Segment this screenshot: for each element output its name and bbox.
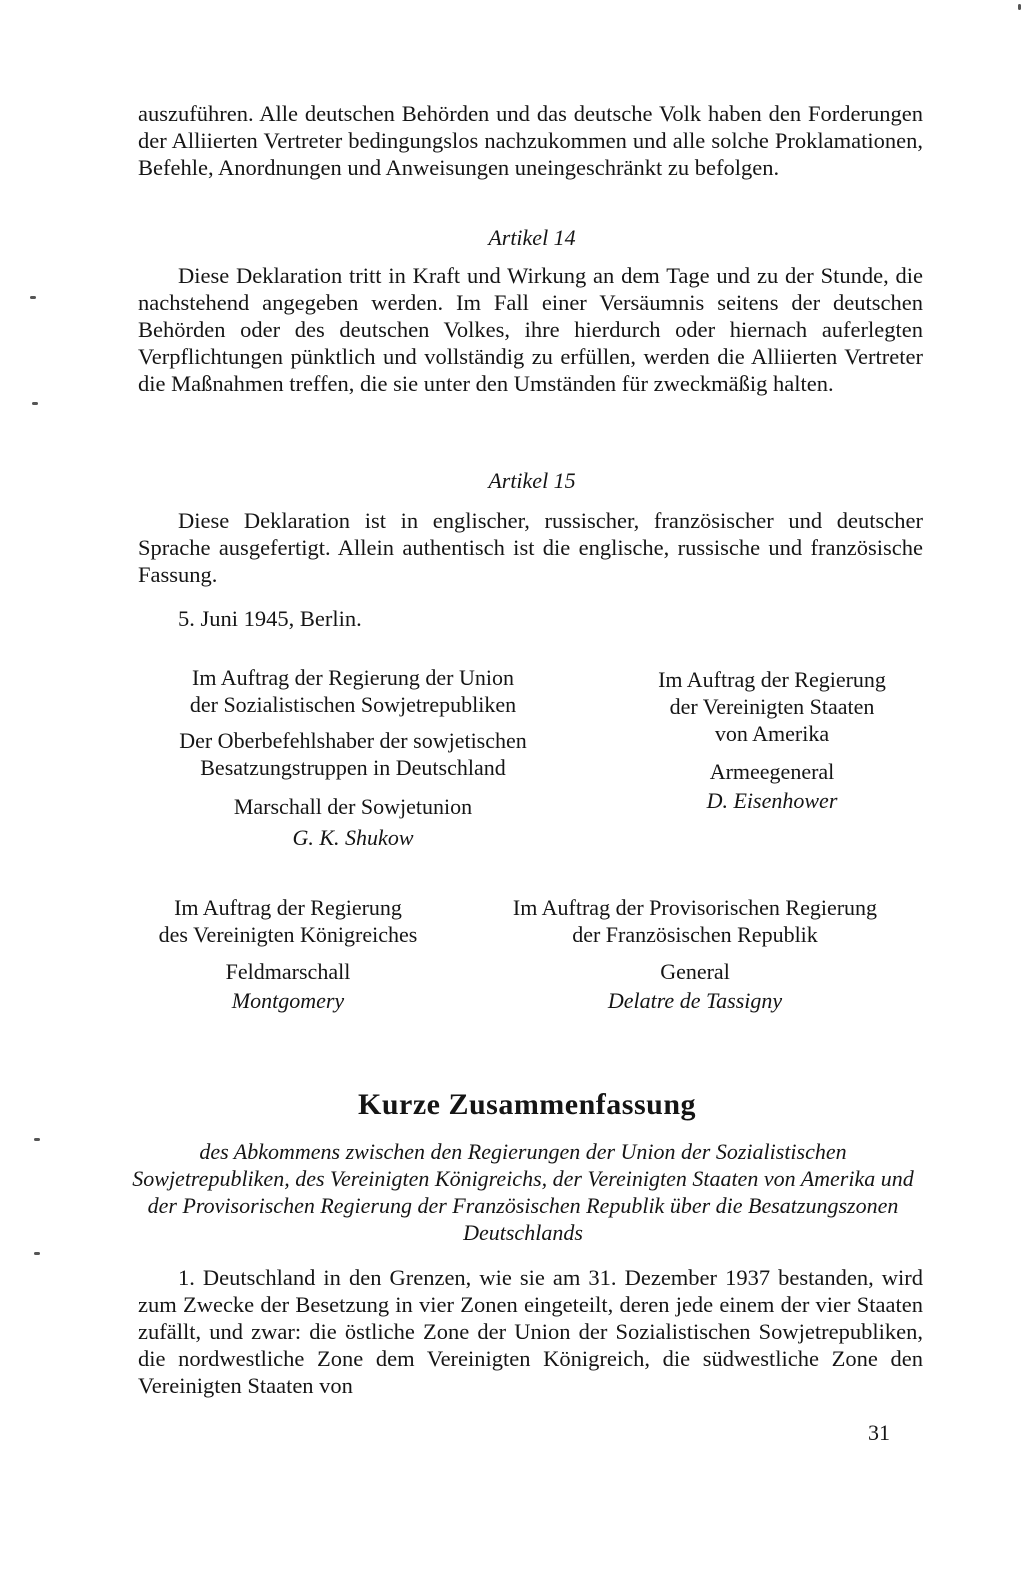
ussr-role-line-2: Besatzungstruppen in Deutschland bbox=[200, 755, 506, 780]
scan-speck bbox=[1018, 4, 1021, 10]
scan-speck bbox=[32, 402, 38, 405]
ussr-signatory: G. K. Shukow bbox=[292, 825, 414, 850]
scan-speck bbox=[34, 1252, 40, 1255]
date-place: 5. Juni 1945, Berlin. bbox=[178, 606, 362, 631]
continuation-paragraph: auszuführen. Alle deutschen Behörden und das deutsche Volk haben den Forderungen der Alliierten Vertreter bedingungslos nachzukommen und alle solche Proklamationen, Befehle, Anordnungen und Anweisungen uneingeschränkt zu befolgen. bbox=[138, 101, 923, 180]
usa-signatory: D. Eisenhower bbox=[706, 788, 838, 813]
signature-uk bbox=[108, 894, 468, 1014]
article-15-heading: Artikel 15 bbox=[488, 468, 576, 493]
article-14-text: Diese Deklaration tritt in Kraft und Wirkung an dem Tage und zu der Stunde, die nachstehend angegeben werden. Im Fall einer Versäumnis seitens der deutschen Behörden oder des deutschen Volkes, ihre hierdurch oder hiernach auferlegten Verpflichtungen pünktlich und vollständig zu erfüllen, werden die Alliierten Vertreter die Maßnahmen treffen, die sie unter den Umständen für zweckmäßig halten. bbox=[138, 263, 923, 396]
ussr-role-line-1: Der Oberbefehlshaber der sowjetischen bbox=[179, 728, 527, 753]
usa-rank: Armeegeneral bbox=[709, 759, 835, 784]
france-rank: General bbox=[660, 959, 730, 984]
scan-speck bbox=[30, 296, 36, 299]
ussr-mandate-line-1: Im Auftrag der Regierung der Union bbox=[192, 665, 514, 690]
france-signatory: Delatre de Tassigny bbox=[607, 988, 783, 1013]
france-mandate-line-2: der Französischen Republik bbox=[572, 922, 818, 947]
ussr-rank: Marschall der Sowjetunion bbox=[233, 794, 473, 819]
signature-ussr bbox=[118, 664, 588, 851]
usa-mandate-line-1: Im Auftrag der Regierung bbox=[658, 667, 886, 692]
uk-signatory: Montgomery bbox=[231, 988, 345, 1013]
ussr-mandate-line-2: der Sozialistischen Sowjetrepubliken bbox=[189, 692, 517, 717]
section-title: Kurze Zusammenfassung bbox=[357, 1088, 697, 1121]
uk-mandate-line-2: des Vereinigten Königreiches bbox=[158, 922, 418, 947]
signature-france bbox=[470, 894, 920, 1014]
signature-usa bbox=[612, 666, 932, 814]
uk-rank: Feldmarschall bbox=[225, 959, 351, 984]
usa-mandate-line-2: der Vereinigten Staaten bbox=[669, 694, 875, 719]
point-1-paragraph: 1. Deutschland in den Grenzen, wie sie am 31. Dezember 1937 bestanden, wird zum Zwecke der Besetzung in vier Zonen eingeteilt, deren jede einem der vier Staaten zufällt, und zwar: die östliche Zone der Union der Sozialistischen Sowjetrepubliken, die nordwestliche Zone dem Vereinigten Königreich, die südwestliche Zone den Vereinigten Staaten von bbox=[138, 1265, 923, 1398]
article-14-heading: Artikel 14 bbox=[488, 225, 576, 250]
section-subtitle: des Abkommens zwischen den Regierungen der Union der Sozialistischen Sowjetrepubliken, des Vereinigten Königreichs, der Vereinigten Staaten von Amerika und der Provisorischen Regierung der Französischen Republik über die Besatzungszonen Deutschlands bbox=[132, 1139, 914, 1245]
scan-speck bbox=[34, 1138, 40, 1141]
article-15-text: Diese Deklaration ist in englischer, russischer, französischer und deutscher Sprache ausgefertigt. Allein authentisch ist die englische, russische und französische Fassung. bbox=[138, 508, 923, 587]
page-number: 31 bbox=[868, 1420, 890, 1445]
france-mandate-line-1: Im Auftrag der Provisorischen Regierung bbox=[512, 895, 878, 920]
uk-mandate-line-1: Im Auftrag der Regierung bbox=[174, 895, 402, 920]
usa-mandate-line-3: von Amerika bbox=[714, 721, 830, 746]
